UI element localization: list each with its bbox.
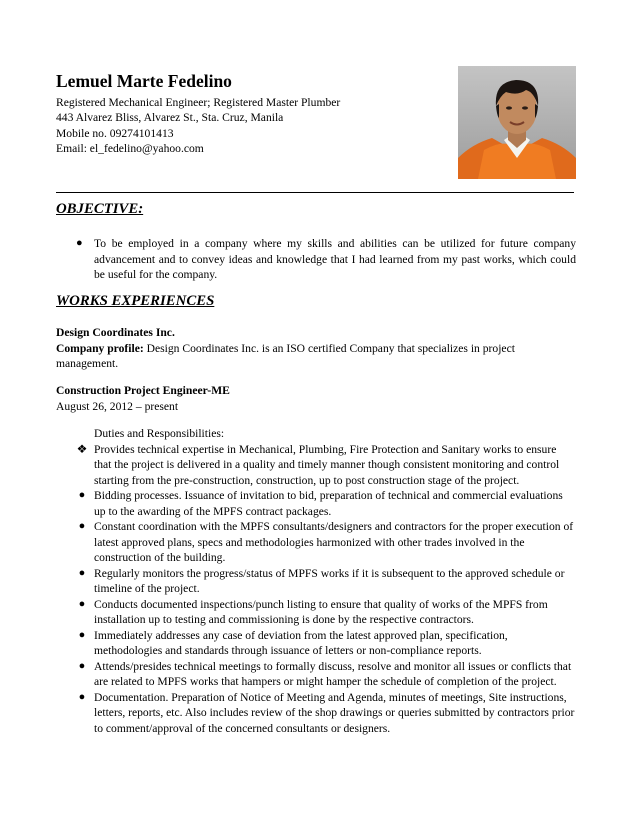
responsibility-text: Bidding processes. Issuance of invitation to bid, preparation of technical and commercial evaluations up to the awarding of the MPFS contract packages.	[94, 489, 563, 518]
responsibility-text: Constant coordination with the MPFS consultants/designers and contractors for the proper execution of latest approved plans, specs and methodologies harmonized with other trades involved in the construction of the building.	[94, 520, 574, 564]
responsibility-text: Attends/presides technical meetings to formally discuss, resolve and monitor all issues or conflicts that are related to MPFS works that hampers or might hamper the schedule of completion of the project.	[94, 659, 572, 688]
applicant-name: Lemuel Marte Fedelino	[56, 71, 232, 91]
responsibility-text: Provides technical expertise in Mechanical, Plumbing, Fire Protection and Sanitary works to ensure that the project is delivered in a quality and timely manner though consistent monitoring and control starting from the pre-construction, construction, up to post construction stage of the project.	[94, 442, 560, 487]
contact-header	[56, 70, 446, 157]
bullet-icon: ●	[76, 237, 83, 249]
list-item	[56, 488, 576, 519]
diamond-bullet-icon: ❖	[76, 441, 88, 456]
list-item	[56, 442, 576, 489]
objective-heading: OBJECTIVE:	[56, 201, 144, 217]
bullet-icon: ●	[78, 628, 86, 641]
bullet-icon: ●	[78, 520, 86, 532]
company-profile-text: Design Coordinates Inc. is an ISO certified Company that specializes in project management.	[56, 341, 515, 370]
header-divider	[56, 192, 574, 193]
position-block	[56, 383, 574, 414]
list-item	[56, 628, 576, 659]
professional-title: Registered Mechanical Engineer; Registered Master Plumber	[56, 96, 341, 109]
list-item	[56, 597, 576, 628]
mobile-number: Mobile no. 09274101413	[56, 126, 174, 140]
employment-dates: August 26, 2012 – present	[56, 399, 179, 413]
list-item	[56, 566, 576, 597]
list-item	[56, 236, 576, 283]
list-item	[56, 659, 576, 690]
bullet-icon: ●	[78, 566, 86, 579]
objective-list	[56, 236, 576, 283]
profile-photo-graphic	[458, 66, 576, 179]
responsibility-text: Immediately addresses any case of deviation from the latest approved plan, specification, methodologies and standards through issuance of letters or non-compliance reports.	[94, 628, 508, 657]
company-profile	[56, 341, 574, 372]
responsibility-text: Documentation. Preparation of Notice of Meeting and Agenda, minutes of meetings, Site instructions, letters, reports, etc. Also includes review of the shop drawings or queries submitted by contractors prior to comment/approval of the concerned consultants or designers.	[94, 690, 575, 735]
company-block	[56, 325, 574, 372]
profile-photo	[458, 66, 576, 179]
list-item	[56, 690, 576, 737]
objective-text: To be employed in a company where my skills and abilities can be utilized for future company advancement and to convey ideas and knowledge that I had learned from my past works, which could be useful for the company.	[94, 237, 576, 281]
list-item	[56, 519, 576, 566]
address: 443 Alvarez Bliss, Alvarez St., Sta. Cruz, Manila	[56, 111, 284, 125]
bullet-icon: ●	[78, 690, 86, 703]
email-address: Email: el_fedelino@yahoo.com	[56, 142, 204, 156]
responsibility-text: Regularly monitors the progress/status of MPFS works if it is subsequent to the approved schedule or timeline of the project.	[94, 566, 565, 595]
duties-heading: Duties and Responsibilities:	[94, 427, 225, 440]
works-heading: WORKS EXPERIENCES	[56, 293, 215, 309]
company-name: Design Coordinates Inc.	[56, 326, 175, 339]
duties-section	[56, 426, 576, 736]
bullet-icon: ●	[78, 659, 86, 672]
position-title: Construction Project Engineer-ME	[56, 384, 230, 397]
company-profile-label: Company profile:	[56, 341, 144, 355]
responsibility-text: Conducts documented inspections/punch listing to ensure that quality of works of the MPFS from installation up to testing and commissioning is done by the respective contractors.	[94, 597, 548, 626]
bullet-icon: ●	[78, 597, 86, 610]
bullet-icon: ●	[78, 489, 86, 501]
